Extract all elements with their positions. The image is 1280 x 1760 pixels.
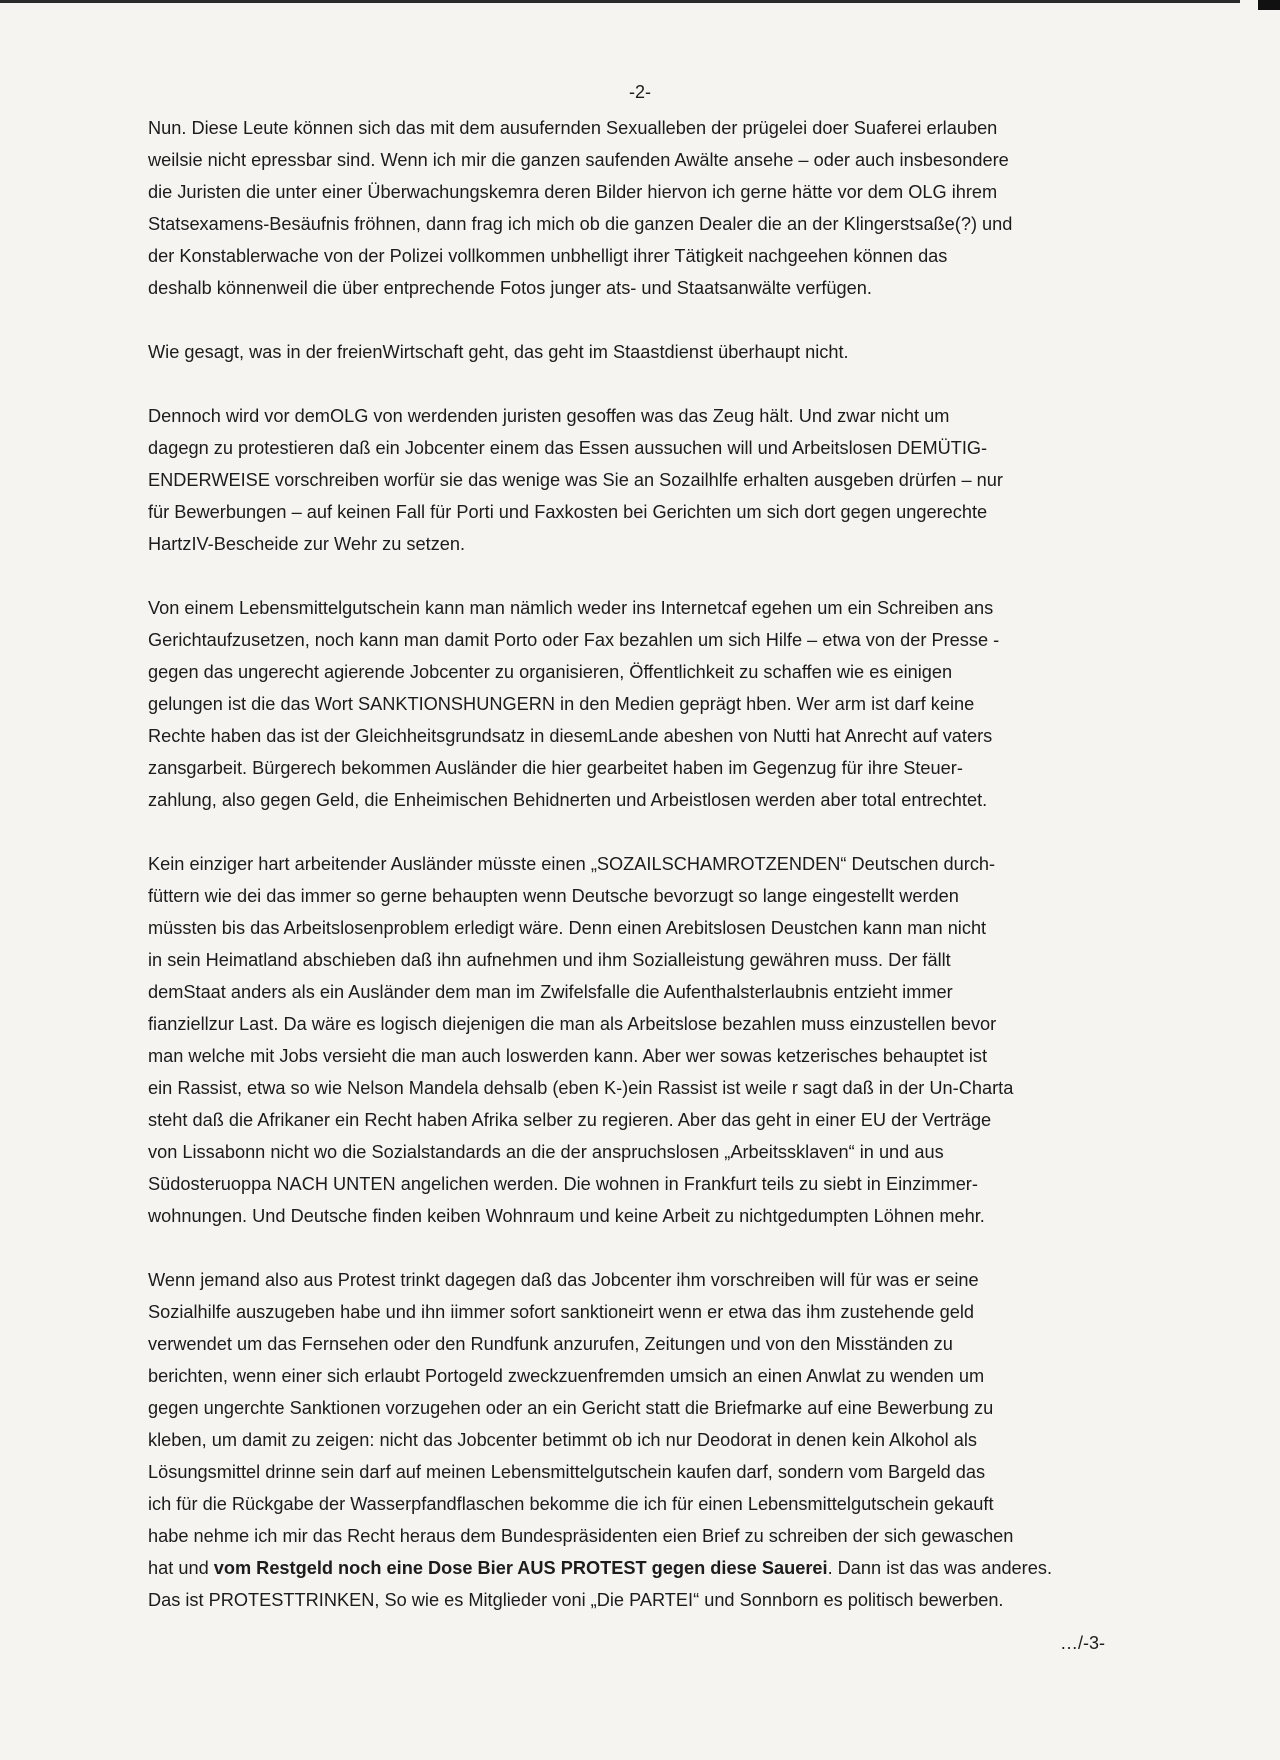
paragraph-4 <box>148 592 1128 816</box>
text-line: ein Rassist, etwa so wie Nelson Mandela dehsalb (eben K-)ein Rassist ist weile r sagt daß in der Un-Charta <box>148 1078 1014 1098</box>
text-line: gelungen ist die das Wort SANKTIONSHUNGERN in den Medien geprägt hben. Wer arm ist darf keine <box>148 694 975 714</box>
text-line-with-bold <box>148 1552 1128 1584</box>
text-line: Kein einziger hart arbeitender Ausländer müsste einen „SOZAILSCHAMROTZENDEN“ Deutschen durch- <box>148 854 996 874</box>
text-segment: . Dann ist das was anderes. <box>827 1558 1052 1578</box>
paragraph-6 <box>148 1264 1128 1616</box>
text-line: man welche mit Jobs versieht die man auch loswerden kann. Aber wer sowas ketzerisches behauptet ist <box>148 1046 988 1066</box>
scan-corner-mark <box>1258 0 1280 10</box>
text-line: die Juristen die unter einer Überwachungskemra deren Bilder hiervon ich gerne hätte vor dem OLG ihrem <box>148 182 998 202</box>
bold-emphasis: vom Restgeld noch eine Dose Bier AUS PROTEST gegen diese Sauerei <box>213 1558 828 1578</box>
text-line: berichten, wenn einer sich erlaubt Portogeld zweckzuenfremden umsich an einen Anwlat zu wenden um <box>148 1366 985 1386</box>
text-line: zahlung, also gegen Geld, die Enheimischen Behidnerten und Arbeistlosen werden aber total entrechtet. <box>148 790 988 810</box>
text-line: Das ist PROTESTTRINKEN, So wie es Mitglieder voni „Die PARTEI“ und Sonnborn es politisch bewerben. <box>148 1590 1004 1610</box>
text-line: für Bewerbungen – auf keinen Fall für Porti und Faxkosten bei Gerichten um sich dort gegen ungerechte <box>148 502 988 522</box>
text-line: HartzIV-Bescheide zur Wehr zu setzen. <box>148 534 466 554</box>
text-line: Wenn jemand also aus Protest trinkt dagegen daß das Jobcenter ihm vorschreiben will für was er seine <box>148 1270 979 1290</box>
paragraph-5 <box>148 848 1128 1232</box>
text-line: Statsexamens-Besäufnis fröhnen, dann frag ich mich ob die ganzen Dealer die an der Klingerstsaße(?) und <box>148 214 1013 234</box>
letter-body <box>148 112 1128 1648</box>
text-segment: hat und <box>148 1558 214 1578</box>
text-line: Nun. Diese Leute können sich das mit dem ausufernden Sexualleben der prügelei doer Suaferei erlauben <box>148 118 998 138</box>
text-line: fianziellzur Last. Da wäre es logisch diejenigen die man als Arbeitslose bezahlen muss einzustellen bevor <box>148 1014 997 1034</box>
text-line: Wie gesagt, was in der freienWirtschaft geht, das geht im Staastdienst überhaupt nicht. <box>148 342 849 362</box>
text-line: Sozialhilfe auszugeben habe und ihn iimmer sofort sanktioneirt wenn er etwa das ihm zustehende geld <box>148 1302 975 1322</box>
text-line: Gerichtaufzusetzen, noch kann man damit Porto oder Fax bezahlen um sich Hilfe – etwa von der Presse - <box>148 630 1000 650</box>
paragraph-2 <box>148 336 1128 368</box>
text-line: gegen das ungerecht agierende Jobcenter zu organisieren, Öffentlichkeit zu schaffen wie es einigen <box>148 662 953 682</box>
text-line: demStaat anders als ein Ausländer dem man im Zwifelsfalle die Aufenthalsterlaubnis entzieht immer <box>148 982 953 1002</box>
text-line: kleben, um damit zu zeigen: nicht das Jobcenter betimmt ob ich nur Deodorat in denen kein Alkohol als <box>148 1430 978 1450</box>
text-line: füttern wie dei das immer so gerne behaupten wenn Deutsche bevorzugt so lange eingestellt werden <box>148 886 959 906</box>
text-line: in sein Heimatland abschieben daß ihn aufnehmen und ihm Sozialleistung gewähren muss. Der fällt <box>148 950 951 970</box>
text-line: wohnungen. Und Deutsche finden keiben Wohnraum und keine Arbeit zu nichtgedumpten Löhnen mehr. <box>148 1206 985 1226</box>
text-line: Von einem Lebensmittelgutschein kann man nämlich weder ins Internetcaf egehen um ein Schreiben ans <box>148 598 994 618</box>
text-line: von Lissabonn nicht wo die Sozialstandards an die der anspruchslosen „Arbeitssklaven“ in und aus <box>148 1142 944 1162</box>
text-line: weilsie nicht epressbar sind. Wenn ich mir die ganzen saufenden Awälte ansehe – oder auch insbesondere <box>148 150 1009 170</box>
text-line: deshalb könnenweil die über entprechende Fotos junger ats- und Staatsanwälte verfügen. <box>148 278 872 298</box>
text-line: verwendet um das Fernsehen oder den Rundfunk anzurufen, Zeitungen und von den Misständen zu <box>148 1334 953 1354</box>
text-line: habe nehme ich mir das Recht heraus dem Bundespräsidenten eien Brief zu schreiben der sich gewaschen <box>148 1526 1014 1546</box>
text-line: steht daß die Afrikaner ein Recht haben Afrika selber zu regieren. Aber das geht in einer EU der Verträge <box>148 1110 992 1130</box>
text-line: ENDERWEISE vorschreiben worfür sie das wenige was Sie an Sozailhlfe erhalten ausgeben drürfen – nur <box>148 470 1003 490</box>
text-line: Dennoch wird vor demOLG von werdenden juristen gesoffen was das Zeug hält. Und zwar nicht um <box>148 406 950 426</box>
text-line: Südosteruoppa NACH UNTEN angelichen werden. Die wohnen in Frankfurt teils zu siebt in Einzimmer- <box>148 1174 978 1194</box>
text-line: der Konstablerwache von der Polizei vollkommen unbhelligt ihrer Tätigkeit nachgeehen können das <box>148 246 948 266</box>
text-line: müssten bis das Arbeitslosenproblem erledigt wäre. Denn einen Arebitslosen Deustchen kann man nicht <box>148 918 987 938</box>
text-line: Rechte haben das ist der Gleichheitsgrundsatz in diesemLande abeshen von Nutti hat Anrecht auf vaters <box>148 726 993 746</box>
paragraph-3 <box>148 400 1128 560</box>
text-line: Lösungsmittel drinne sein darf auf meinen Lebensmittelgutschein kaufen darf, sondern vom Bargeld das <box>148 1462 986 1482</box>
text-line: zansgarbeit. Bürgerech bekommen Ausländer die hier gearbeitet haben im Gegenzug für ihre Steuer- <box>148 758 963 778</box>
page-number: -2- <box>629 82 651 102</box>
text-line: gegen ungerchte Sanktionen vorzugehen oder an ein Gericht statt die Briefmarke auf eine Bewerbung zu <box>148 1398 994 1418</box>
top-border-line <box>0 0 1240 3</box>
text-line: ich für die Rückgabe der Wasserpfandflaschen bekomme die ich für einen Lebensmittelgutschein gekauft <box>148 1494 994 1514</box>
continuation-marker: …/-3- <box>1060 1633 1105 1653</box>
paragraph-1 <box>148 112 1128 304</box>
text-line: dagegn zu protestieren daß ein Jobcenter einem das Essen aussuchen will und Arbeitslosen DEMÜTIG- <box>148 438 988 458</box>
